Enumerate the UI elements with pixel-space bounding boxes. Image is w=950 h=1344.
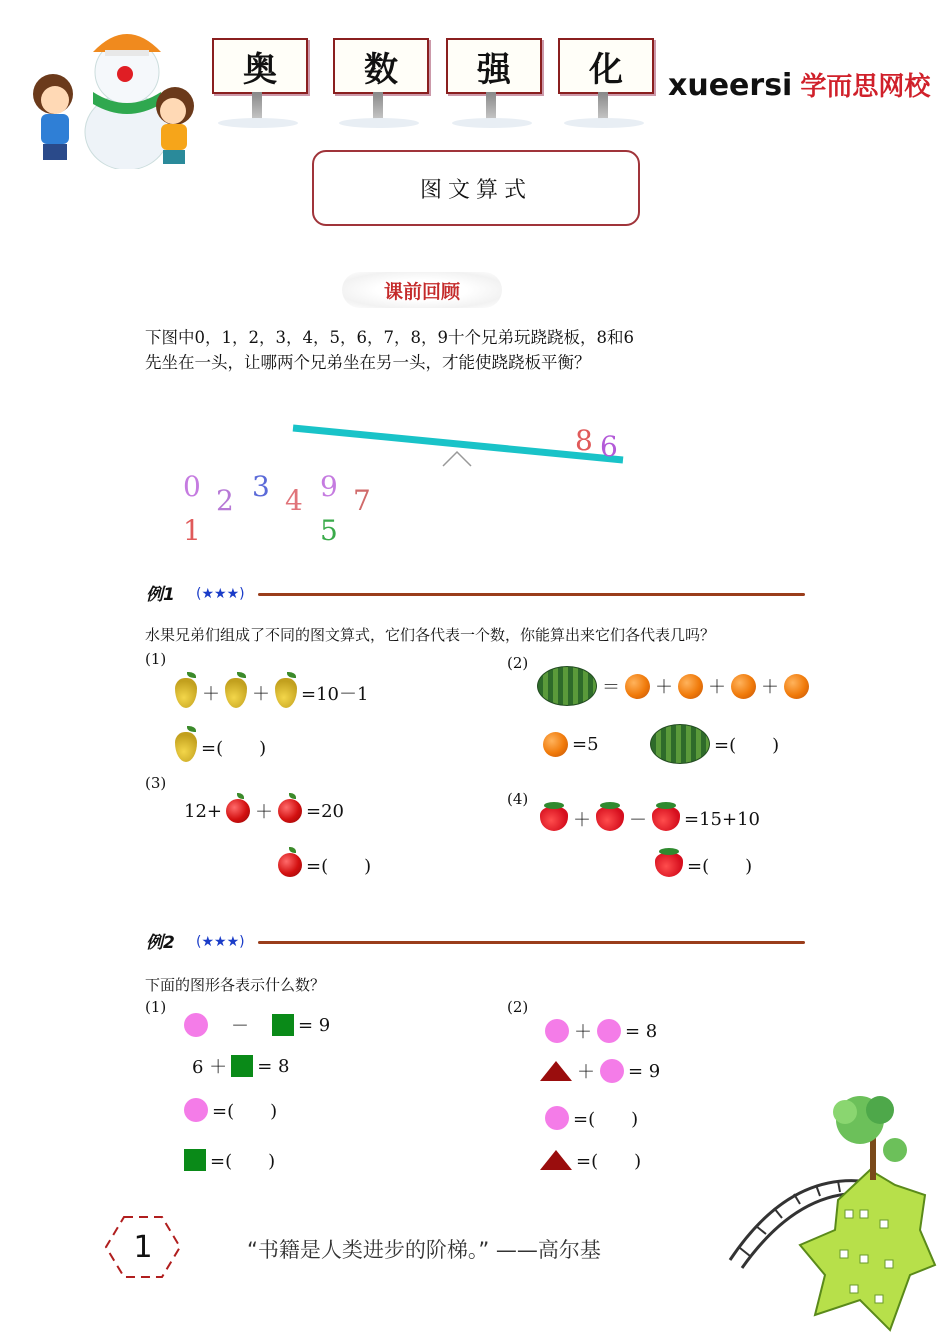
circle-shape — [184, 1013, 208, 1037]
apple-icon — [278, 799, 302, 823]
answer-blank: =( ) — [687, 856, 753, 877]
triangle-shape — [540, 1150, 572, 1170]
answer-apple — [278, 852, 371, 878]
part-label: (2) — [507, 998, 529, 1016]
pear-icon — [275, 678, 297, 708]
apple-icon — [278, 853, 302, 877]
equation-rhs: =10－1 — [301, 684, 369, 705]
equation-lhs: 12+ — [184, 800, 222, 822]
example-label: 例2 — [146, 933, 175, 953]
equation-2-1b — [192, 1053, 289, 1079]
digit-2: 2 — [216, 484, 234, 517]
snowman-kids-illustration — [15, 14, 210, 169]
equation-2-2a: ＋ = 8 — [545, 1018, 657, 1044]
snow-base — [339, 118, 419, 128]
part-label: (3) — [145, 774, 167, 792]
brand-chinese: 学而思网校 — [800, 72, 931, 102]
equation-1-3: 12+ ＋ =20 — [184, 800, 344, 823]
answer-blank: =( ) — [714, 735, 780, 756]
snow-base — [218, 118, 298, 128]
header-sign-4: 化 — [558, 38, 654, 94]
tree-ladder-illustration — [720, 1090, 945, 1340]
triangle-shape — [540, 1061, 572, 1081]
equation-rhs: = 9 — [298, 1014, 331, 1036]
square-shape — [184, 1149, 206, 1171]
equation-rhs: =15+10 — [684, 808, 760, 830]
difficulty-stars: (★★★) — [196, 586, 245, 602]
snow-base — [564, 118, 644, 128]
digit-7: 7 — [353, 484, 371, 517]
answer-blank: =( ) — [210, 1151, 276, 1172]
example-2-header — [140, 928, 805, 958]
header-sign-1: 奥 — [212, 38, 308, 94]
strawberry-icon — [596, 807, 624, 831]
orange-icon — [731, 674, 756, 699]
review-label: 课前回顾 — [342, 272, 502, 308]
review-question: 下图中0，1，2，3，4，5，6，7，8，9十个兄弟玩跷跷板，8和6先坐在一头，让哪两个兄弟坐在另一头，才能使跷跷板平衡？ — [145, 328, 634, 372]
part-label: (1) — [145, 998, 167, 1016]
watermelon-icon — [650, 724, 710, 764]
answer-blank: =( ) — [576, 1151, 642, 1172]
circle-shape — [597, 1019, 621, 1043]
digit-0: 0 — [183, 470, 201, 503]
equation-1-4: ＋ － =15+10 — [540, 806, 760, 832]
footer-quote: “书籍是人类进步的阶梯。” ——高尔基 — [247, 1238, 601, 1262]
equation-rhs: = 8 — [625, 1020, 658, 1042]
circle-shape — [545, 1106, 569, 1130]
part-label: (4) — [507, 790, 529, 808]
equation-orange — [543, 732, 599, 757]
equation-rhs: = 9 — [628, 1060, 661, 1082]
digit-4: 4 — [285, 484, 303, 517]
answer-circle-2 — [545, 1105, 638, 1131]
snow-base — [452, 118, 532, 128]
pear-icon — [225, 678, 247, 708]
page-number-text: 1 — [133, 1229, 153, 1265]
seesaw-digit-8: 8 — [575, 424, 593, 457]
equation-lhs: 6 ＋ — [192, 1057, 228, 1078]
square-shape — [231, 1055, 253, 1077]
orange-icon — [543, 732, 568, 757]
header-sign-2: 数 — [333, 38, 429, 94]
strawberry-icon — [652, 807, 680, 831]
watermelon-icon — [537, 666, 597, 706]
equation-rhs: = 8 — [257, 1055, 290, 1077]
answer-strawberry — [655, 852, 752, 878]
example-2-question: 下面的图形各表示什么数？ — [145, 976, 326, 994]
answer-blank: =( ) — [201, 738, 267, 759]
lesson-title: 图文算式 — [312, 150, 640, 226]
equation-1-1: ＋ ＋ =10－1 — [175, 678, 368, 708]
circle-shape — [545, 1019, 569, 1043]
divider — [258, 593, 805, 596]
circle-shape — [600, 1059, 624, 1083]
equation-1-2: ＝ ＋ ＋ ＋ — [537, 666, 809, 706]
equation-rhs: =20 — [306, 800, 344, 822]
page-number — [104, 1214, 182, 1280]
orange-icon — [678, 674, 703, 699]
strawberry-icon — [655, 853, 683, 877]
example-1-question: 水果兄弟们组成了不同的图文算式，它们各代表一个数，你能算出来它们各代表几吗？ — [145, 626, 716, 644]
answer-circle — [184, 1097, 277, 1123]
example-label: 例1 — [146, 585, 175, 605]
strawberry-icon — [540, 807, 568, 831]
answer-square — [184, 1147, 275, 1173]
brand-latin: xueersi — [668, 68, 793, 103]
answer-blank: =( ) — [212, 1101, 278, 1122]
part-label: (1) — [145, 650, 167, 668]
header-sign-3: 强 — [446, 38, 542, 94]
equation-2-1a: － = 9 — [184, 1012, 330, 1038]
digit-9: 9 — [320, 470, 338, 503]
equation-rhs: =5 — [572, 734, 599, 755]
answer-pear — [175, 732, 266, 762]
seesaw-digit-6: 6 — [600, 430, 618, 463]
answer-blank: =( ) — [573, 1109, 639, 1130]
digit-5: 5 — [320, 514, 338, 547]
pear-icon — [175, 678, 197, 708]
pear-icon — [175, 732, 197, 762]
example-1-header — [140, 580, 805, 610]
circle-shape — [184, 1098, 208, 1122]
answer-blank: =( ) — [306, 856, 372, 877]
orange-icon — [784, 674, 809, 699]
divider — [258, 941, 805, 944]
part-label: (2) — [507, 654, 529, 672]
difficulty-stars: (★★★) — [196, 934, 245, 950]
square-shape — [272, 1014, 294, 1036]
answer-watermelon — [650, 724, 779, 764]
answer-triangle — [540, 1147, 641, 1173]
digit-1: 1 — [183, 514, 201, 547]
apple-icon — [226, 799, 250, 823]
digit-3: 3 — [252, 470, 270, 503]
equation-2-2b: ＋ = 9 — [540, 1058, 660, 1084]
brand-logo — [668, 66, 930, 103]
orange-icon — [625, 674, 650, 699]
